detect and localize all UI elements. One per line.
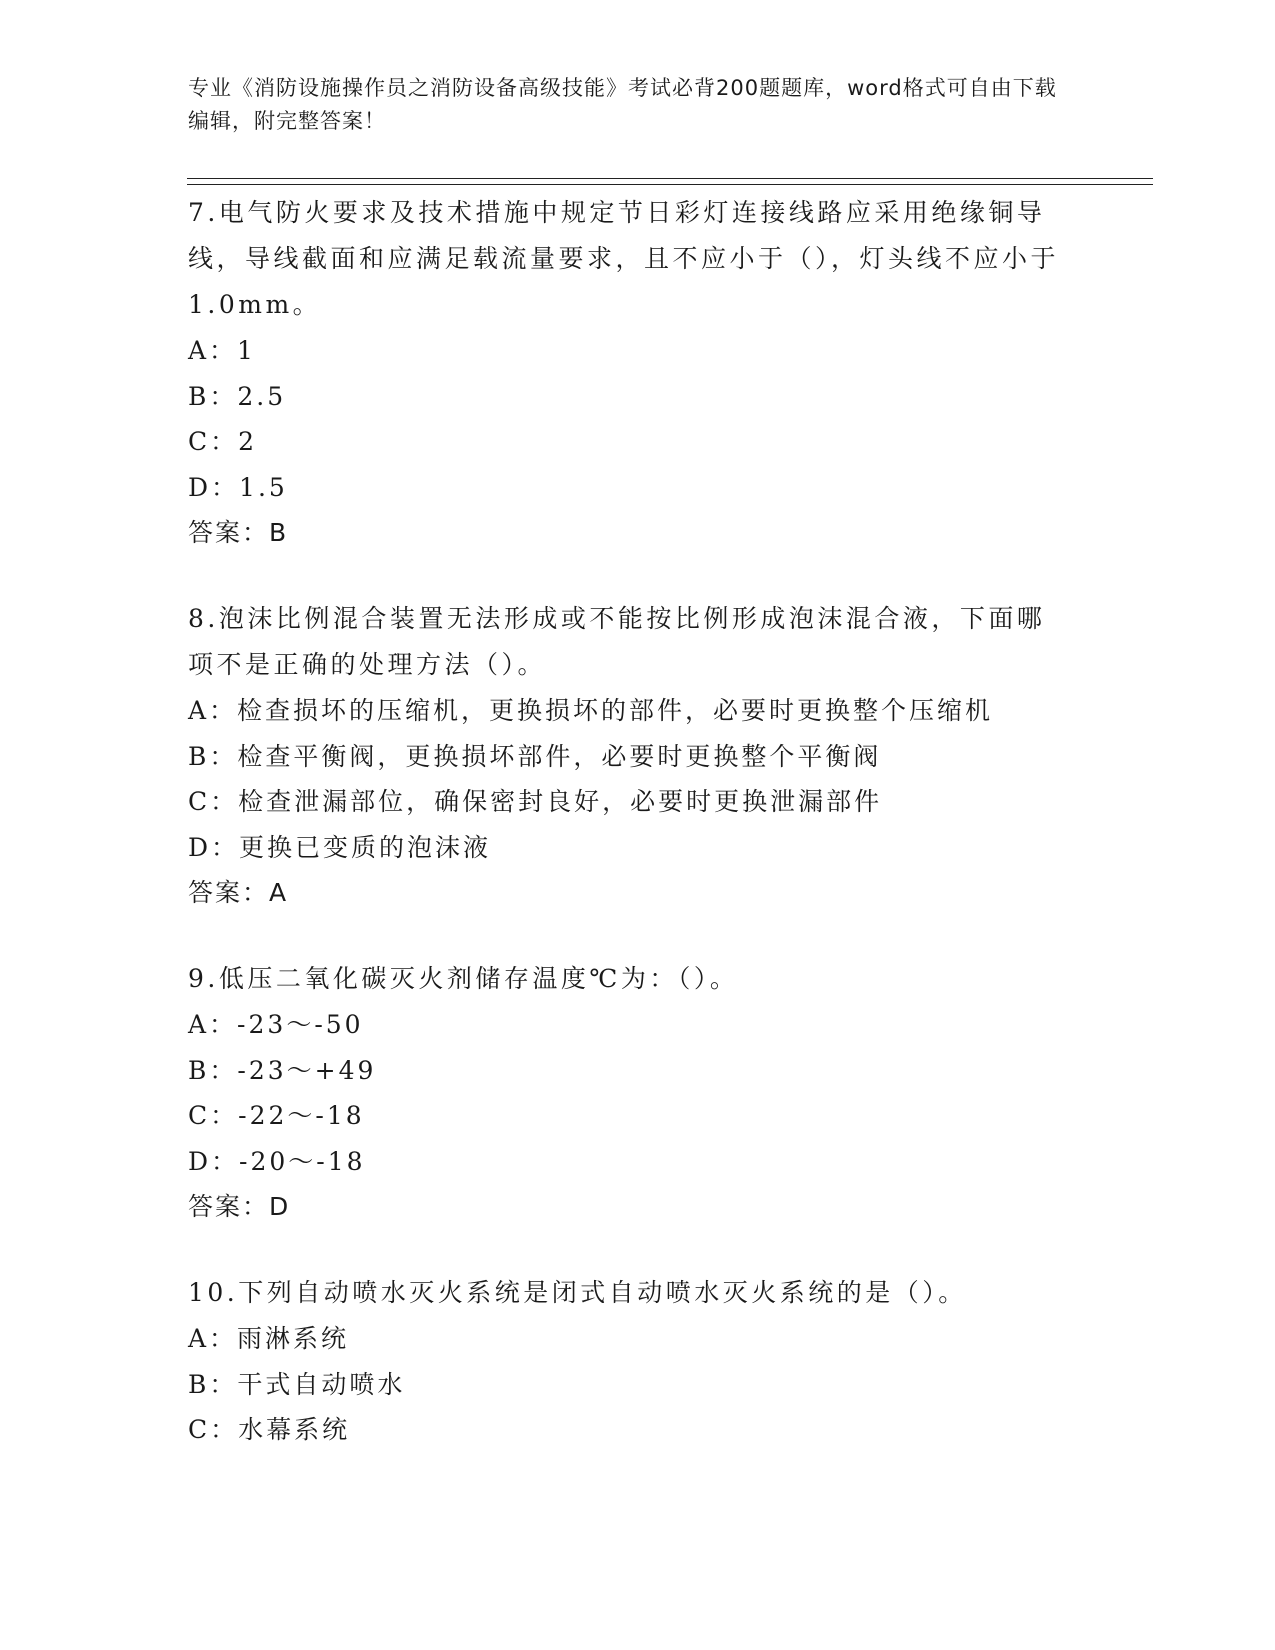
option-b: B：干式自动喷水 xyxy=(188,1369,406,1399)
option-a: A：1 xyxy=(188,336,256,365)
question-10 xyxy=(188,1270,1068,1453)
option-b: B：2.5 xyxy=(188,381,287,411)
option-c: C：检查泄漏部位，确保密封良好，必要时更换泄漏部件 xyxy=(188,787,883,816)
option-a: A：雨淋系统 xyxy=(188,1324,350,1353)
question-7 xyxy=(188,190,1068,556)
question-text: 10.下列自动喷水灭火系统是闭式自动喷水灭火系统的是（）。 xyxy=(188,1278,967,1307)
header-rule-thin xyxy=(187,184,1153,185)
option-b: B：-23～+49 xyxy=(188,1055,377,1085)
document-header: 专业《消防设施操作员之消防设备高级技能》考试必背200题题库，word格式可自由下载编辑，附完整答案！ xyxy=(188,76,1057,133)
question-list xyxy=(188,190,1068,1493)
header-rule-thick xyxy=(187,178,1153,179)
option-a: A：检查损坏的压缩机，更换损坏的部件，必要时更换整个压缩机 xyxy=(188,696,994,725)
answer: 答案：B xyxy=(188,518,289,547)
option-d: D：1.5 xyxy=(188,472,288,502)
option-b: B：检查平衡阀，更换损坏部件，必要时更换整个平衡阀 xyxy=(188,741,882,771)
option-a: A：-23～-50 xyxy=(188,1010,364,1039)
option-c: C：水幕系统 xyxy=(188,1415,351,1444)
option-d: D：更换已变质的泡沫液 xyxy=(188,832,492,862)
option-c: C：2 xyxy=(188,427,258,456)
option-d: D：-20～-18 xyxy=(188,1146,366,1176)
question-8 xyxy=(188,596,1068,916)
question-text: 7.电气防火要求及技术措施中规定节日彩灯连接线路应采用绝缘铜导线，导线截面和应满足载流量要求，且不应小于（），灯头线不应小于1.0mm。 xyxy=(188,198,1060,319)
question-text: 9.低压二氧化碳灭火剂储存温度℃为：（）。 xyxy=(188,964,739,993)
question-text: 8.泡沫比例混合装置无法形成或不能按比例形成泡沫混合液，下面哪项不是正确的处理方法（）。 xyxy=(188,604,1046,679)
answer: 答案：A xyxy=(188,878,289,907)
question-9 xyxy=(188,956,1068,1230)
option-c: C：-22～-18 xyxy=(188,1101,365,1130)
answer: 答案：D xyxy=(188,1192,291,1221)
